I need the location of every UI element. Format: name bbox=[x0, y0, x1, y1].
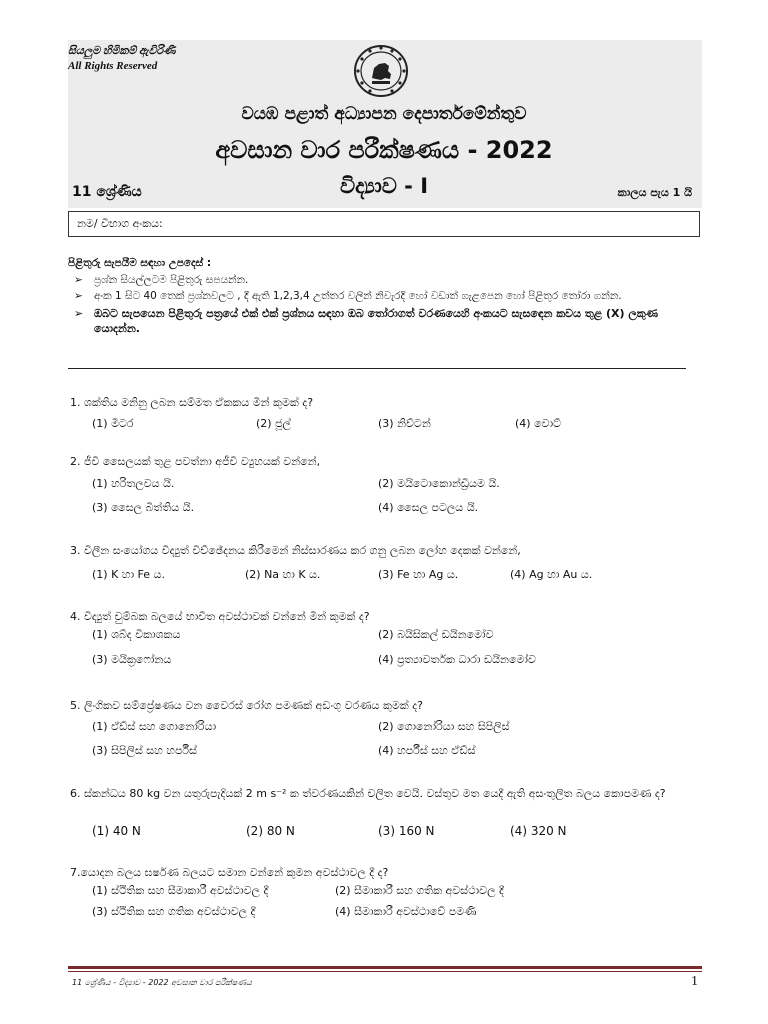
instructions-heading: පිළිතුරු සැපයීම සඳහා උපදෙස් : bbox=[68, 257, 212, 269]
question-stem: 4. විද්‍යුත් චුම්බක බලයේ භාවිත අවස්ථාවක් වන්නේ මින් කුමක් ද? bbox=[70, 610, 370, 623]
option-1[interactable]: (1) ඒඩ්ස් සහ ගොනෝරියා bbox=[92, 720, 217, 733]
instruction-item: ➢ ඔබට සැපයෙන පිළිතුරු පත්‍රයේ එක් එක් ප්‍රශ්නය සඳහා ඔබ තෝරාගත් වරණයෙහි අංකයට සැසඳෙන කවය තුළ (X) ලකුණ යොදන්න. bbox=[74, 307, 659, 335]
question-stem: 2. ජීවී සෛලයක් තුළ පවත්නා අජීවී ව්‍යුහයක් වන්නේ, bbox=[70, 455, 321, 468]
department-name: වයඹ පළාත් අධ්‍යාපන දෙපාර්තමේන්තුව bbox=[241, 104, 527, 124]
question-1 bbox=[70, 394, 710, 411]
option-2[interactable]: (2) ගොනෝරියා සහ සිපිලිස් bbox=[378, 720, 510, 733]
arrow-bullet-icon: ➢ bbox=[74, 274, 83, 286]
option-4[interactable]: (4) ප්‍රත්‍යාවර්තක ධාරා ඩයිනමෝව bbox=[378, 653, 536, 666]
instruction-item: ➢ අංක 1 සිට 40 තෙක් ප්‍රශ්නවලට , දී ඇති 1,2,3,4 උත්තර වලින් නිවැරදි හෝ වඩාත් ගැළපෙන හෝ පිළිතුර තෝරා ගන්න. bbox=[74, 290, 622, 302]
rights-notice bbox=[68, 44, 175, 74]
option-3[interactable]: (3) සෛල බිත්තිය යි. bbox=[92, 501, 195, 514]
option-2[interactable]: (2) මයිටොකොන්ඩ්‍රියම යි. bbox=[378, 477, 500, 490]
footer-text: 11 ශ්‍රේණිය - විද්‍යාව - 2022 අවසාන වාර පරීක්ෂණය bbox=[72, 978, 252, 987]
option-3[interactable]: (3) සිපිලිස් සහ හර්පීස් bbox=[92, 744, 197, 757]
question-stem: 1. ශක්තිය මනිනු ලබන සම්මත ඒකකය මින් කුමක් ද? bbox=[70, 396, 314, 409]
option-1[interactable]: (1) ශබ්ද විකාශකය bbox=[92, 628, 181, 641]
option-4[interactable]: (4) හර්පීස් සහ ඒඩ්ස් bbox=[378, 744, 476, 757]
option-2[interactable]: (2) බයිසිකල් ඩයිනමෝව bbox=[378, 628, 494, 641]
option-1[interactable]: (1) K හා Fe ය. bbox=[92, 568, 165, 581]
question-6 bbox=[70, 785, 700, 802]
option-4[interactable]: (4) Ag හා Au ය. bbox=[510, 568, 593, 581]
duration-label: කාලය පැය 1 යි bbox=[617, 186, 692, 199]
name-index-label: නම/ විභාග අංකය: bbox=[77, 217, 163, 230]
instructions bbox=[68, 256, 688, 337]
option-1[interactable]: (1) හරිතලවය යි. bbox=[92, 477, 175, 490]
subject-title: විද්‍යාව - I bbox=[339, 174, 429, 198]
question-7 bbox=[70, 864, 710, 881]
option-1[interactable]: (1) 40 N bbox=[92, 824, 141, 838]
option-3[interactable]: (3) මයික්‍රෆෝනය bbox=[92, 653, 172, 666]
rights-english: All Rights Reserved bbox=[68, 60, 158, 72]
option-2[interactable]: (2) Na හා K ය. bbox=[245, 568, 321, 581]
footer-rule-thin bbox=[68, 971, 702, 972]
rights-sinhala: සියලුම හිමිකම් ඇවිරිණි bbox=[68, 45, 176, 57]
option-2[interactable]: (2) 80 N bbox=[246, 824, 295, 838]
lion-emblem-icon bbox=[352, 44, 410, 98]
option-2[interactable]: (2) ජූල් bbox=[256, 417, 291, 430]
footer-rule bbox=[68, 966, 702, 969]
question-2 bbox=[70, 453, 710, 470]
arrow-bullet-icon: ➢ bbox=[74, 290, 83, 302]
section-divider bbox=[68, 368, 686, 369]
question-3 bbox=[70, 542, 710, 559]
question-stem: 5. ලිංගිකව සම්ප්‍රේෂණය වන වෛරස් රෝග පමණක් අඩංගු වරණය කුමක් ද? bbox=[70, 699, 423, 712]
question-5 bbox=[70, 697, 710, 714]
question-stem: 6. ස්කන්ධය 80 kg වන යතුරුපැදියක් 2 m s⁻² ක ත්වරණයකින් චලිත වෙයි. වස්තුව මත යෙදී ඇති අසංතුලිත බලය කොපමණ ද? bbox=[70, 787, 666, 800]
name-index-box[interactable] bbox=[68, 211, 700, 237]
exam-title: අවසාන වාර පරීක්ෂණය - 2022 bbox=[215, 136, 553, 164]
option-3[interactable]: (3) Fe හා Ag ය. bbox=[378, 568, 459, 581]
option-4[interactable]: (4) වොට් bbox=[515, 417, 562, 430]
arrow-bullet-icon: ➢ bbox=[74, 307, 84, 320]
option-3[interactable]: (3) ස්ථිතික සහ ගතික අවස්ථාවල දී bbox=[92, 905, 256, 918]
grade-label: 11 ශ්‍රේණිය bbox=[72, 184, 142, 200]
option-1[interactable]: (1) ස්ථිතික සහ සීමාකාරී අවස්ථාවල දී bbox=[92, 884, 269, 897]
option-2[interactable]: (2) සීමාකාරී සහ ගතික අවස්ථාවල දී bbox=[335, 884, 504, 897]
option-4[interactable]: (4) සෛල පටලය යි. bbox=[378, 501, 479, 514]
instruction-item: ➢ ප්‍රශ්න සියල්ලටම පිළිතුරු සපයන්න. bbox=[74, 274, 249, 286]
option-3[interactable]: (3) නිව්ටන් bbox=[378, 417, 431, 430]
option-1[interactable]: (1) මීටර bbox=[92, 417, 134, 430]
question-4 bbox=[70, 608, 710, 625]
question-stem: 3. විලීන සංයෝගය විද්‍යුත් විච්ඡේදනය කිරීමෙන් නිස්සාරණය කර ගනු ලබන ලෝහ දෙකක් වන්නේ, bbox=[70, 544, 521, 557]
option-4[interactable]: (4) 320 N bbox=[510, 824, 567, 838]
option-3[interactable]: (3) 160 N bbox=[378, 824, 435, 838]
page-number: 1 bbox=[691, 974, 698, 989]
option-4[interactable]: (4) සීමාකාරී අවස්ථාවේ පමණි bbox=[335, 905, 477, 918]
question-stem: 7.යොදන බලය ඝර්ෂණ බලයට සමාන වන්නේ කුමන අවස්ථාවල දී ද? bbox=[70, 866, 389, 879]
